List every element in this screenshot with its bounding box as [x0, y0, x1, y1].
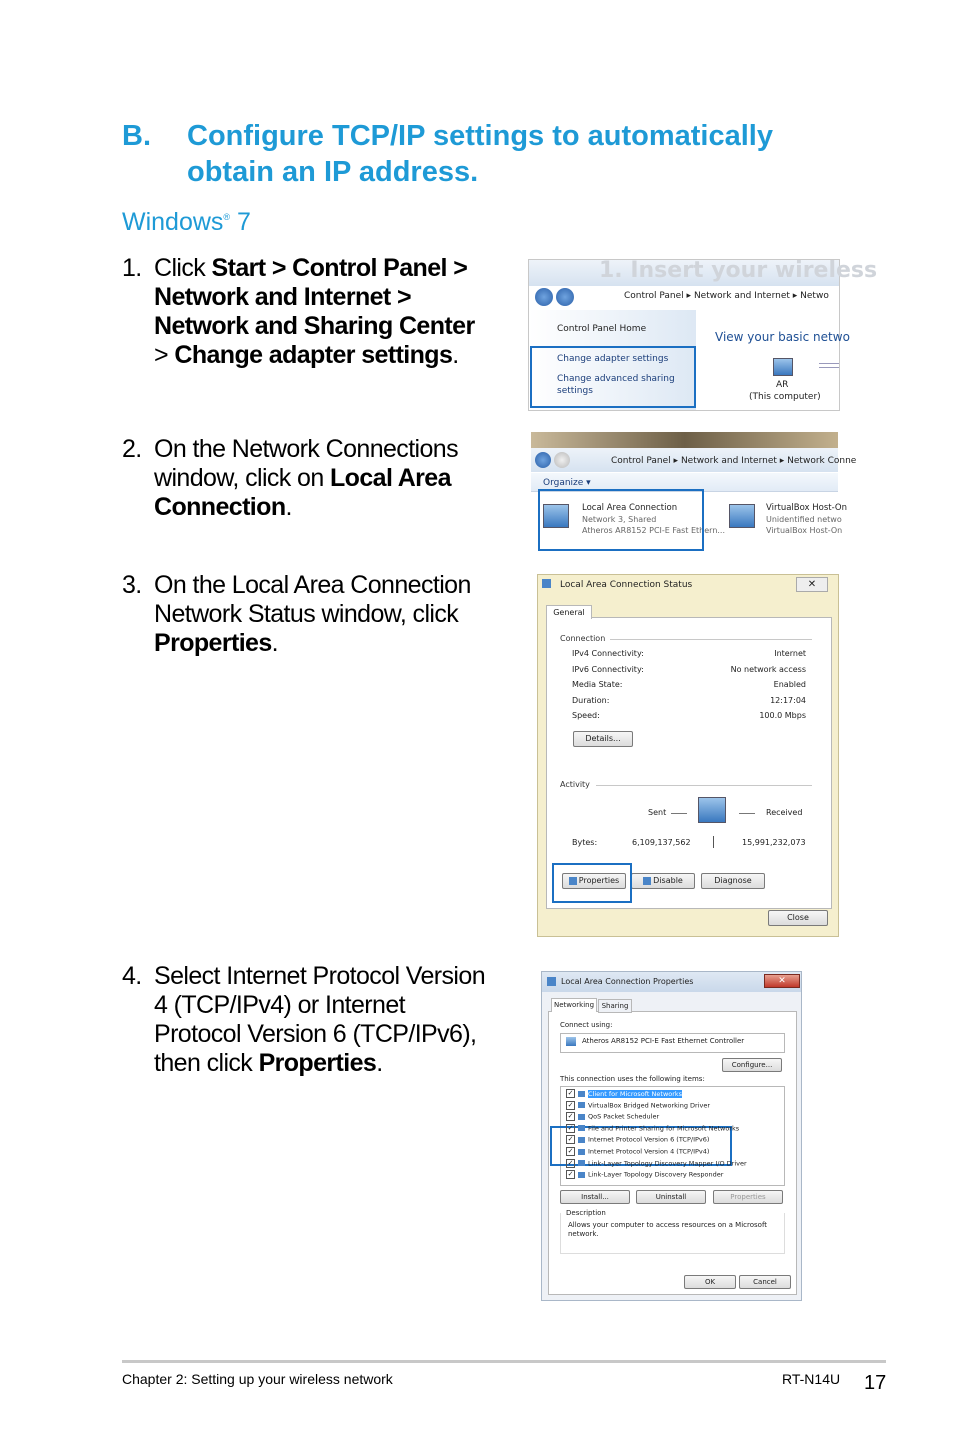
component-icon	[578, 1114, 585, 1120]
component-label: Client for Microsoft Networks	[588, 1089, 683, 1098]
step-text-part: >	[154, 341, 175, 369]
back-icon[interactable]	[535, 452, 551, 468]
status-row-value: 100.0 Mbps	[759, 711, 806, 720]
component-label: QoS Packet Scheduler	[588, 1112, 660, 1121]
adapter-name: Atheros AR8152 PCI-E Fast Ethernet Controller	[582, 1037, 745, 1045]
checkbox-icon[interactable]: ✓	[567, 1135, 574, 1144]
sent-line	[671, 813, 687, 814]
change-advanced-sharing-link[interactable]: Change advanced sharing settings	[557, 374, 675, 396]
step-text-bold: Properties	[154, 629, 272, 657]
component-icon	[578, 1149, 585, 1155]
connection-device: Atheros AR8152 PCI-E Fast Ethern...	[582, 526, 726, 535]
os-label	[122, 208, 251, 237]
step-text	[154, 571, 494, 658]
ok-button[interactable]: OK	[684, 1275, 736, 1289]
component-icon	[578, 1172, 585, 1178]
status-row-value: No network access	[730, 664, 806, 674]
screenshot-control-panel	[528, 258, 878, 411]
checkbox-icon[interactable]: ✓	[567, 1123, 574, 1132]
component-item[interactable]	[566, 1159, 747, 1168]
description-text: Allows your computer to access resources on a Microsoft network.	[568, 1221, 768, 1238]
component-label: Link-Layer Topology Discovery Responder	[588, 1170, 724, 1179]
window-icon	[542, 579, 551, 588]
close-button[interactable]: Close	[768, 910, 828, 926]
footer-model: RT-N14U	[782, 1371, 841, 1387]
component-label: Internet Protocol Version 6 (TCP/IPv6)	[588, 1135, 710, 1144]
window-title: Local Area Connection Status	[560, 580, 693, 590]
computer-icon	[773, 358, 793, 376]
screenshot-connection-status	[537, 574, 839, 937]
main-title: View your basic netwo	[715, 330, 850, 344]
status-row-value: Internet	[774, 649, 806, 658]
step-text-bold: Properties	[258, 1049, 377, 1077]
computer-sub: (This computer)	[749, 392, 821, 402]
tab-networking[interactable]: Networking	[551, 998, 597, 1012]
description-label: Description	[566, 1209, 606, 1217]
step-text	[154, 254, 494, 370]
screenshot-connection-properties	[541, 971, 802, 1301]
component-label: File and Printer Sharing for Microsoft Networks	[588, 1124, 740, 1133]
component-icon	[578, 1125, 585, 1131]
component-item[interactable]	[566, 1135, 709, 1144]
checkbox-icon[interactable]: ✓	[567, 1100, 574, 1109]
section-letter: B.	[122, 120, 151, 152]
virtualbox-connection-item[interactable]: VirtualBox Host-On	[766, 503, 848, 513]
install-button[interactable]: Install...	[560, 1190, 630, 1204]
checkbox-icon[interactable]: ✓	[567, 1158, 574, 1167]
forward-icon[interactable]	[554, 452, 570, 468]
network-adapter-icon	[566, 1037, 576, 1046]
step-text-bold: Change adapter settings	[174, 341, 453, 369]
step-text	[154, 962, 494, 1078]
connection-group-label: Connection	[560, 634, 606, 643]
group-divider	[596, 785, 812, 786]
received-line	[739, 813, 755, 814]
breadcrumb-item[interactable]: Control Panel	[611, 456, 671, 466]
bytes-sent-value: 6,109,137,562	[632, 838, 691, 847]
received-label: Received	[766, 808, 803, 817]
activity-group-label: Activity	[560, 780, 590, 789]
bytes-label: Bytes:	[572, 838, 598, 847]
status-row-label: Speed:	[572, 711, 600, 720]
tab-sharing[interactable]: Sharing	[598, 999, 632, 1013]
step-number: 1.	[122, 254, 142, 282]
breadcrumb-item[interactable]: Control Panel	[624, 291, 684, 301]
highlight-box	[530, 346, 696, 408]
close-icon[interactable]: ✕	[796, 577, 828, 592]
organize-button[interactable]: Organize ▾	[543, 478, 591, 488]
connect-using-label: Connect using:	[560, 1021, 613, 1029]
status-row-value: Enabled	[773, 680, 806, 689]
checkbox-icon[interactable]: ✓	[567, 1147, 574, 1155]
forward-icon[interactable]	[556, 288, 574, 306]
breadcrumb-item[interactable]: Network and Internet	[680, 456, 777, 466]
connection-status: Unidentified netwo	[766, 515, 842, 524]
breadcrumb: Control Panel ▸ Network and Internet ▸ Netwo	[624, 291, 829, 301]
step-text-bold: Local Area Connection	[154, 464, 451, 521]
screenshot-network-connections	[531, 432, 857, 554]
component-item[interactable]	[566, 1170, 723, 1179]
step-number: 2.	[122, 435, 142, 463]
highlight-box	[552, 863, 632, 903]
checkbox-icon[interactable]: ✓	[567, 1112, 574, 1121]
change-adapter-settings-link[interactable]: Change adapter settings	[557, 354, 669, 364]
step-text-part: .	[271, 629, 279, 657]
breadcrumb-item[interactable]: Netwo	[800, 291, 829, 301]
local-area-connection-item[interactable]: Local Area Connection	[582, 503, 678, 513]
breadcrumb-item[interactable]: Network Conne	[787, 456, 857, 466]
component-icon	[578, 1137, 585, 1143]
step-text-part: .	[285, 493, 292, 521]
window-icon	[547, 977, 556, 986]
uninstall-button[interactable]: Uninstall	[636, 1190, 706, 1204]
os-version: 7	[237, 208, 251, 236]
diagnose-button[interactable]: Diagnose	[701, 873, 765, 889]
component-icon	[578, 1102, 585, 1108]
footer-divider	[122, 1360, 886, 1363]
step-text-part: .	[376, 1049, 383, 1077]
checkbox-icon[interactable]: ✓	[567, 1089, 574, 1097]
component-label: VirtualBox Bridged Networking Driver	[588, 1101, 711, 1110]
step-number: 4.	[122, 962, 142, 990]
step-text	[154, 435, 494, 522]
step-number: 3.	[122, 571, 142, 599]
component-item[interactable]	[566, 1089, 682, 1098]
window-top-bg	[531, 432, 838, 448]
window-title: Local Area Connection Properties	[561, 977, 694, 986]
checkbox-icon[interactable]: ✓	[567, 1170, 574, 1179]
disable-button[interactable]	[631, 873, 695, 889]
component-item[interactable]	[566, 1112, 659, 1121]
items-label: This connection uses the following items:	[560, 1075, 705, 1083]
highlight-box	[538, 489, 704, 551]
network-adapter-icon	[729, 504, 755, 528]
cancel-button[interactable]: Cancel	[739, 1275, 791, 1289]
component-item[interactable]	[566, 1147, 709, 1156]
registered-mark: ®	[223, 212, 231, 222]
shield-icon	[643, 877, 651, 885]
bytes-received-value: 15,991,232,073	[742, 838, 806, 847]
group-divider	[610, 639, 812, 640]
status-row-label: IPv6 Connectivity:	[572, 664, 644, 674]
step-text-bold: Start > Control Panel > Network and Internet > Network and Sharing Center	[154, 254, 475, 340]
close-icon[interactable]: ✕	[764, 974, 800, 988]
footer-chapter: Chapter 2: Setting up your wireless network	[122, 1371, 393, 1387]
connection-device: VirtualBox Host-On	[766, 526, 843, 535]
watermark-text: 1. Insert your wireless	[599, 258, 878, 283]
component-label: Link-Layer Topology Discovery Mapper I/O Driver	[588, 1159, 747, 1168]
connector-line	[819, 363, 839, 368]
network-activity-icon	[698, 797, 726, 823]
disable-button-label: Disable	[653, 876, 683, 885]
os-name: Windows	[122, 208, 224, 236]
step-text-part: On the Local Area Connection Network Status window, click	[154, 571, 471, 628]
breadcrumb-item[interactable]: Network and Internet	[693, 291, 790, 301]
status-row-label: Duration:	[572, 695, 610, 705]
step-text-part: On the Network Connections window, click on	[154, 435, 459, 492]
computer-name: AR	[776, 380, 789, 390]
step-text-part: Select Internet Protocol Version 4 (TCP/IPv4) or Internet Protocol Version 6 (TCP/IPv6), then click	[154, 962, 485, 1077]
component-item[interactable]	[566, 1124, 739, 1133]
page-number: 17	[864, 1372, 887, 1394]
configure-button[interactable]: Configure...	[722, 1058, 782, 1072]
tab-general[interactable]: General	[546, 605, 592, 619]
back-icon[interactable]	[535, 288, 553, 306]
step-text-part: Click	[154, 254, 212, 282]
section-title: Configure TCP/IP settings to automatically obtain an IP address.	[187, 120, 773, 188]
properties-button-label: Properties	[578, 876, 620, 885]
status-row-label: Media State:	[572, 680, 623, 689]
breadcrumb: Control Panel ▸ Network and Internet ▸ Network Conne	[611, 456, 857, 466]
status-row-label: IPv4 Connectivity:	[572, 649, 644, 658]
connection-status: Network 3, Shared	[582, 515, 657, 524]
component-item[interactable]	[566, 1101, 710, 1110]
component-icon	[578, 1160, 585, 1166]
details-button[interactable]: Details...	[573, 731, 633, 747]
properties-button[interactable]: Properties	[713, 1190, 783, 1204]
sent-label: Sent	[648, 808, 667, 817]
component-label: Internet Protocol Version 4 (TCP/IPv4)	[588, 1147, 710, 1156]
component-icon	[578, 1091, 585, 1097]
status-row-value: 12:17:04	[770, 695, 806, 705]
control-panel-home-link[interactable]: Control Panel Home	[557, 324, 647, 334]
step-text-part: .	[452, 341, 459, 369]
bytes-divider	[713, 836, 714, 848]
